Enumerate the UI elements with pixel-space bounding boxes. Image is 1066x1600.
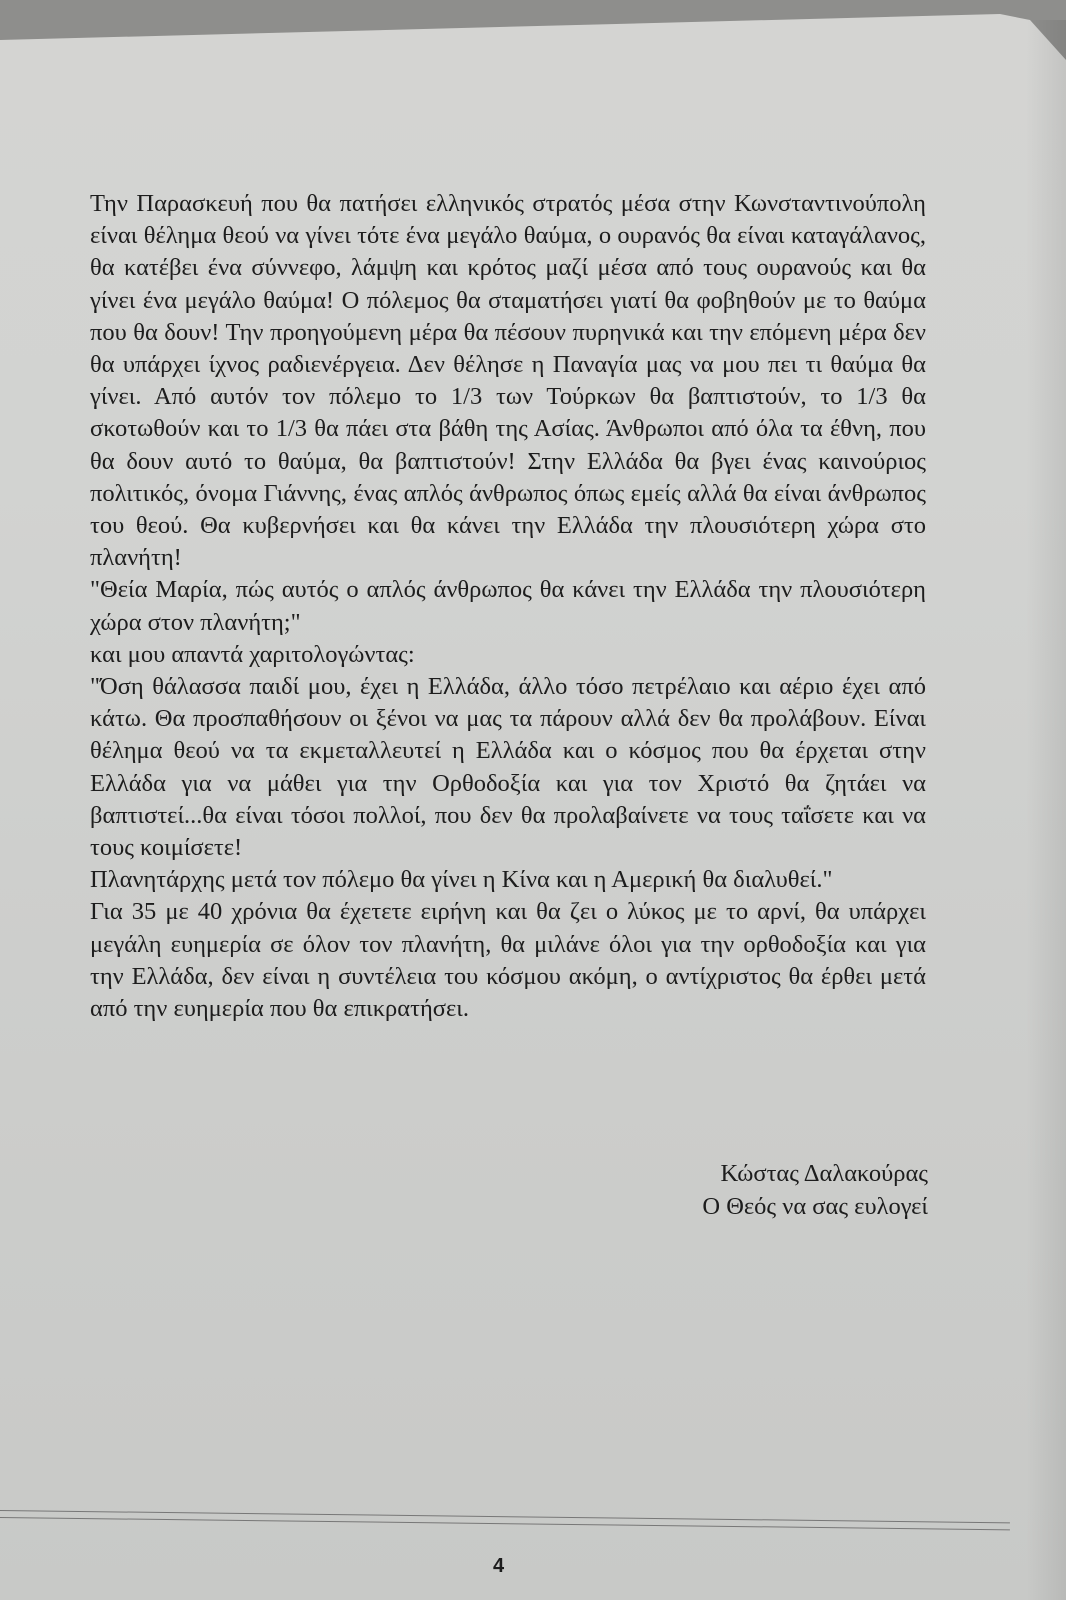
paragraph-peace: Για 35 με 40 χρόνια θα έχετετε ειρήνη και θα ζει ο λύκος με το αρνί, θα υπάρχει μεγάλη ευημερία σε όλον τον πλανήτη, θα μιλάνε όλοι για την ορθοδοξία και για την Ελλάδα, δεν είναι η συντέλεια του κόσμου ακόμη, ο αντίχριστος θα έρθει μετά από την ευημερία που θα επικρατήσει.	[90, 898, 926, 1023]
page-number: 4	[493, 1555, 505, 1577]
paragraph-answer: "Όση θάλασσα παιδί μου, έχει η Ελλάδα, άλλο τόσο πετρέλαιο και αέριο έχει από κάτω. Θα προσπαθήσουν οι ξένοι να μας τα πάρουν αλλά δεν θα προλάβουν. Είναι θέλημα θεού να τα εκμεταλλευτεί η Ελλάδα και ο κόσμος που θα έρχεται στην Ελλάδα για να μάθει για την Ορθοδοξία και για τον Χριστό θα ζητάει να βαπτιστεί...θα είναι τόσοι πολλοί, που δεν θα προλαβαίνετε να τους ταΐσετε και να τους κοιμίσετε!	[90, 673, 926, 862]
paragraph-answer-intro: και μου απαντά χαριτολογώντας:	[90, 640, 415, 668]
paragraph-world-leader: Πλανητάρχης μετά τον πόλεμο θα γίνει η Κίνα και η Αμερική θα διαλυθεί."	[90, 866, 833, 894]
paragraph-question: "Θεία Μαρία, πώς αυτός ο απλός άνθρωπος θα κάνει την Ελλάδα την πλουσιότερη χώρα στον πλανήτη;"	[90, 576, 926, 636]
signature-block	[702, 1158, 928, 1223]
signature-blessing: Ο Θεός να σας ευλογεί	[702, 1192, 928, 1220]
signature-name: Κώστας Δαλακούρας	[720, 1160, 928, 1187]
paragraph-prophecy: Την Παρασκευή που θα πατήσει ελληνικός στρατός μέσα στην Κωνσταντινούπολη είναι θέλημα θεού να γίνει τότε ένα μεγάλο θαύμα, ο ουρανός θα είναι καταγάλανος, θα κατέβει ένα σύννεφο, λάμψη και κρότος μαζί μέσα από τους ουρανούς και θα γίνει ένα μεγάλο θαύμα! Ο πόλεμος θα σταματήσει γιατί θα φοβηθούν με το θαύμα που θα δουν! Την προηγούμενη μέρα θα πέσουν πυρηνικά και την επόμενη μέρα δεν θα υπάρχει ίχνος ραδιενέργεια. Δεν θέλησε η Παναγία μας να μου πει τι θαύμα θα γίνει. Από αυτόν τον πόλεμο το 1/3 των Τούρκων θα βαπτιστούν, το 1/3 θα σκοτωθούν και το 1/3 θα πάει στα βάθη της Ασίας. Άνθρωποι από όλα τα έθνη, που θα δουν αυτό το θαύμα, θα βαπτιστούν! Στην Ελλάδα θα βγει ένας καινούριος πολιτικός, όνομα Γιάννης, ένας απλός άνθρωπος όπως εμείς αλλά θα είναι άνθρωπος του θεού. Θα κυβερνήσει και θα κάνει την Ελλάδα την πλουσιότερη χώρα στο πλανήτη!	[90, 190, 926, 572]
document-body	[90, 188, 926, 1025]
page-curl-shadow	[1026, 20, 1066, 1600]
